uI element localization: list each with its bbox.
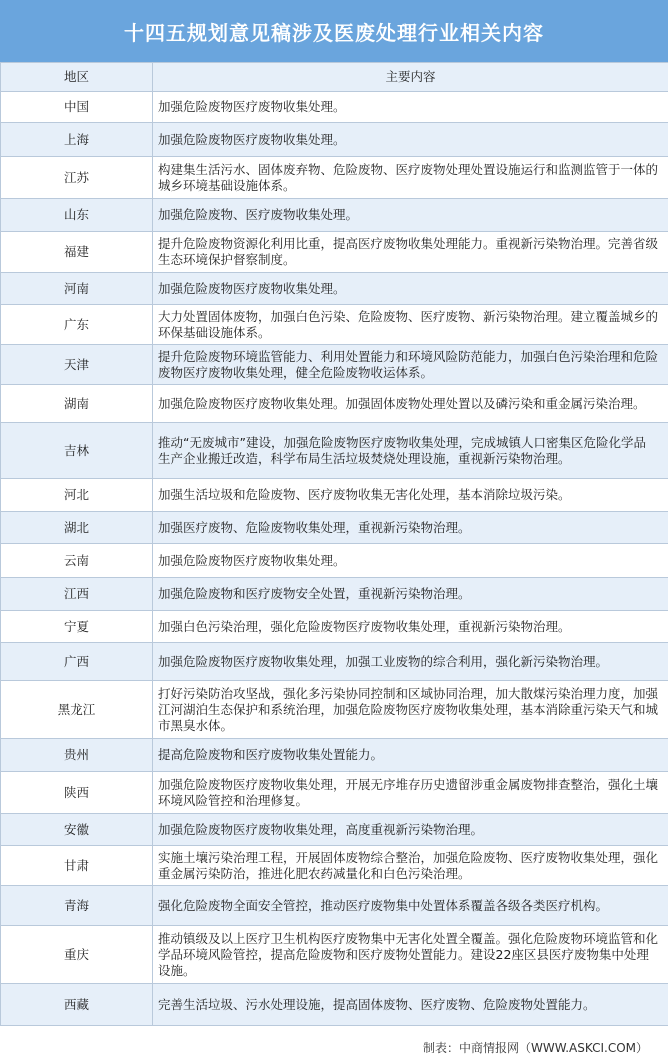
- table-row: [1, 157, 668, 199]
- table-row: [1, 544, 668, 578]
- table-row: [1, 886, 668, 926]
- content-cell: 加强白色污染治理，强化危险废物医疗废物收集处理，重视新污染物治理。: [153, 611, 668, 643]
- region-cell: 湖南: [1, 385, 153, 423]
- table-row: [1, 611, 668, 643]
- content-cell: 加强危险废物医疗废物收集处理。: [153, 273, 668, 305]
- content-cell: 加强危险废物医疗废物收集处理。: [153, 92, 668, 123]
- content-cell: 加强危险废物医疗废物收集处理，开展无序堆存历史遗留涉重金属废物排查整治，强化土壤环境风险管控和治理修复。: [153, 772, 668, 814]
- table-row: [1, 512, 668, 544]
- region-cell: 黑龙江: [1, 681, 153, 739]
- content-cell: 打好污染防治攻坚战，强化多污染协同控制和区域协同治理，加大散煤污染治理力度，加强江河湖泊生态保护和系统治理，加强危险废物医疗废物收集处理，基本消除重污染天气和城市黑臭水体。: [153, 681, 668, 739]
- table-row: [1, 578, 668, 611]
- content-cell: 提高危险废物和医疗废物收集处置能力。: [153, 739, 668, 772]
- table-row: [1, 273, 668, 305]
- region-cell: 安徽: [1, 814, 153, 846]
- content-cell: 加强危险废物、医疗废物收集处理。: [153, 199, 668, 232]
- region-cell: 中国: [1, 92, 153, 123]
- region-cell: 重庆: [1, 926, 153, 984]
- region-cell: 宁夏: [1, 611, 153, 643]
- table-row: [1, 345, 668, 385]
- region-cell: 河南: [1, 273, 153, 305]
- header-region: 地区: [1, 63, 153, 92]
- table-row: [1, 423, 668, 479]
- region-cell: 山东: [1, 199, 153, 232]
- region-cell: 甘肃: [1, 846, 153, 886]
- table-row: [1, 814, 668, 846]
- content-cell: 加强危险废物医疗废物收集处理。: [153, 123, 668, 157]
- table-row: [1, 772, 668, 814]
- table-row: [1, 232, 668, 273]
- region-cell: 广东: [1, 305, 153, 345]
- header-content: 主要内容: [153, 63, 668, 92]
- region-cell: 江西: [1, 578, 153, 611]
- content-cell: 实施土壤污染治理工程，开展固体废物综合整治，加强危险废物、医疗废物收集处理，强化重金属污染防治，推进化肥农药减量化和白色污染治理。: [153, 846, 668, 886]
- source-footer: 制表：中商情报网（WWW.ASKCI.COM）: [423, 1041, 648, 1055]
- content-cell: 大力处置固体废物，加强白色污染、危险废物、医疗废物、新污染物治理。建立覆盖城乡的环保基础设施体系。: [153, 305, 668, 345]
- content-cell: 加强危险废物医疗废物收集处理。: [153, 544, 668, 578]
- content-cell: 提升危险废物环境监管能力、利用处置能力和环境风险防范能力，加强白色污染治理和危险废物医疗废物收集处理，健全危险废物收运体系。: [153, 345, 668, 385]
- table-row: [1, 926, 668, 984]
- content-cell: 构建集生活污水、固体废弃物、危险废物、医疗废物处理处置设施运行和监测监管于一体的城乡环境基础设施体系。: [153, 157, 668, 199]
- content-cell: 提升危险废物资源化利用比重，提高医疗废物收集处理能力。重视新污染物治理。完善省级生态环境保护督察制度。: [153, 232, 668, 273]
- content-cell: 推动“无废城市”建设，加强危险废物医疗废物收集处理，完成城镇人口密集区危险化学品生产企业搬迁改造，科学布局生活垃圾焚烧处理设施，重视新污染物治理。: [153, 423, 668, 479]
- table-row: [1, 479, 668, 512]
- content-cell: 完善生活垃圾、污水处理设施，提高固体废物、医疗废物、危险废物处置能力。: [153, 984, 668, 1026]
- content-table: [0, 62, 668, 1026]
- region-cell: 福建: [1, 232, 153, 273]
- table-row: [1, 984, 668, 1026]
- region-cell: 青海: [1, 886, 153, 926]
- table-body: [1, 92, 668, 1026]
- region-cell: 江苏: [1, 157, 153, 199]
- content-cell: 加强危险废物医疗废物收集处理，高度重视新污染物治理。: [153, 814, 668, 846]
- region-cell: 上海: [1, 123, 153, 157]
- content-cell: 强化危险废物全面安全管控，推动医疗废物集中处置体系覆盖各级各类医疗机构。: [153, 886, 668, 926]
- table-header-row: [1, 63, 668, 92]
- content-cell: 加强生活垃圾和危险废物、医疗废物收集无害化处理，基本消除垃圾污染。: [153, 479, 668, 512]
- content-cell: 加强危险废物医疗废物收集处理，加强工业废物的综合利用，强化新污染物治理。: [153, 643, 668, 681]
- table-row: [1, 643, 668, 681]
- table-row: [1, 92, 668, 123]
- table-row: [1, 305, 668, 345]
- table-row: [1, 385, 668, 423]
- region-cell: 云南: [1, 544, 153, 578]
- content-cell: 加强危险废物医疗废物收集处理。加强固体废物处理处置以及磷污染和重金属污染治理。: [153, 385, 668, 423]
- content-cell: 加强危险废物和医疗废物安全处置，重视新污染物治理。: [153, 578, 668, 611]
- region-cell: 天津: [1, 345, 153, 385]
- table-title: 十四五规划意见稿涉及医废处理行业相关内容: [0, 0, 668, 62]
- table-row: [1, 739, 668, 772]
- table-row: [1, 123, 668, 157]
- region-cell: 广西: [1, 643, 153, 681]
- region-cell: 湖北: [1, 512, 153, 544]
- table-row: [1, 846, 668, 886]
- region-cell: 贵州: [1, 739, 153, 772]
- table-row: [1, 199, 668, 232]
- region-cell: 西藏: [1, 984, 153, 1026]
- table-row: [1, 681, 668, 739]
- region-cell: 吉林: [1, 423, 153, 479]
- content-cell: 推动镇级及以上医疗卫生机构医疗废物集中无害化处置全覆盖。强化危险废物环境监管和化学品环境风险管控，提高危险废物和医疗废物处置能力。建设22座区县医疗废物集中处理设施。: [153, 926, 668, 984]
- region-cell: 河北: [1, 479, 153, 512]
- content-cell: 加强医疗废物、危险废物收集处理，重视新污染物治理。: [153, 512, 668, 544]
- region-cell: 陕西: [1, 772, 153, 814]
